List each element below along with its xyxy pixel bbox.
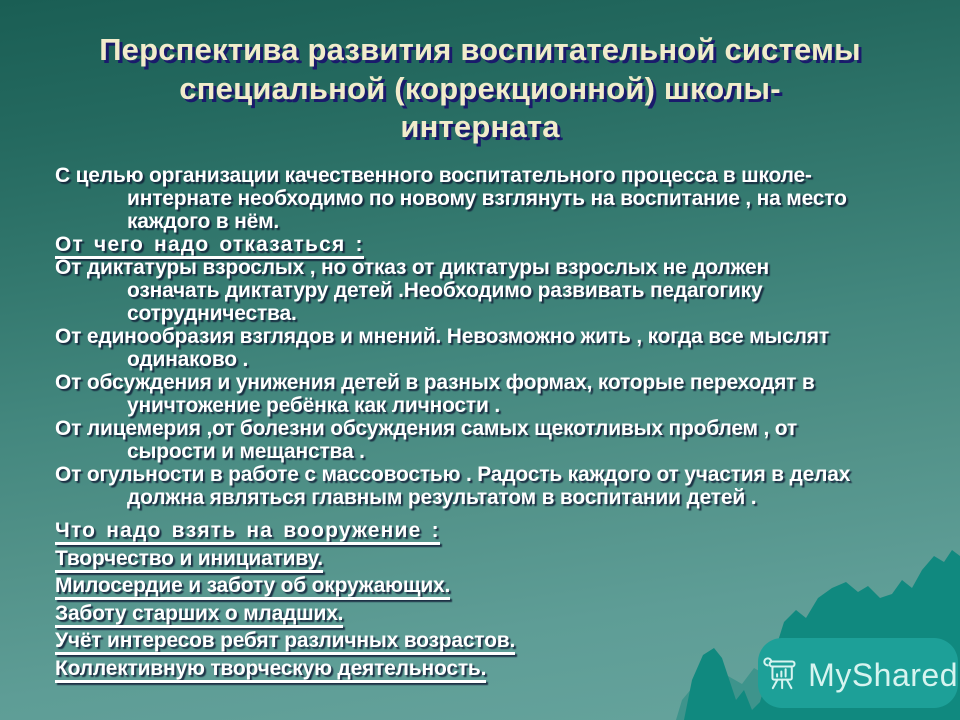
text-line: С целью организации качественного воспитательного процесса в школе- — [55, 164, 812, 187]
underlined-text: Заботу старших о младших. — [55, 602, 343, 628]
underlined-text: От чего надо отказаться : — [55, 233, 364, 259]
underlined-text: Творчество и инициативу. — [55, 547, 323, 573]
slide-title-line: интерната — [400, 109, 560, 144]
underlined-text: Коллективную творческую деятельность. — [55, 657, 486, 683]
text-line — [55, 545, 950, 573]
text-line — [55, 572, 950, 600]
text-line: От единообразия взглядов и мнений. Невозможно жить , когда все мыслят — [55, 325, 829, 348]
text-line — [55, 655, 950, 683]
text-line: интернате необходимо по новому взглянуть на воспитание , на место — [127, 187, 847, 210]
text-line: сырости и мещанства . — [127, 440, 365, 463]
text-line — [55, 627, 950, 655]
myshared-brand-label: MyShared — [808, 657, 958, 693]
text-line: От огульности в работе с массовостью . Радость каждого от участия в делах — [55, 463, 851, 486]
text-line: сотрудничества. — [127, 302, 297, 325]
text-line: должна являться главным результатом в воспитании детей . — [127, 486, 757, 509]
slide-title-line: Перспектива развития воспитательной системы — [99, 32, 861, 67]
text-line: одинаково . — [127, 348, 249, 371]
slide-title-line: специальной (коррекционной) школы- — [179, 70, 781, 106]
underlined-text: Что надо взять на вооружение : — [55, 519, 440, 545]
section-heading — [55, 233, 950, 256]
body-text — [55, 164, 950, 682]
text-line: От диктатуры взрослых , но отказ от диктатуры взрослых не должен — [55, 256, 769, 279]
slide-title — [40, 31, 920, 147]
underlined-text: Учёт интересов ребят различных возрастов. — [55, 629, 515, 655]
text-line: От лицемерия ,от болезни обсуждения самых щекотливых проблем , от — [55, 417, 797, 440]
text-line: каждого в нём. — [127, 210, 280, 233]
text-line: уничтожение ребёнка как личности . — [127, 394, 500, 417]
section-heading — [55, 517, 950, 545]
underlined-text: Милосердие и заботу об окружающих. — [55, 574, 450, 600]
text-line — [55, 600, 950, 628]
text-line: означать диктатуру детей .Необходимо развивать педагогику — [127, 279, 763, 302]
text-line: От обсуждения и унижения детей в разных формах, которые переходят в — [55, 371, 815, 394]
